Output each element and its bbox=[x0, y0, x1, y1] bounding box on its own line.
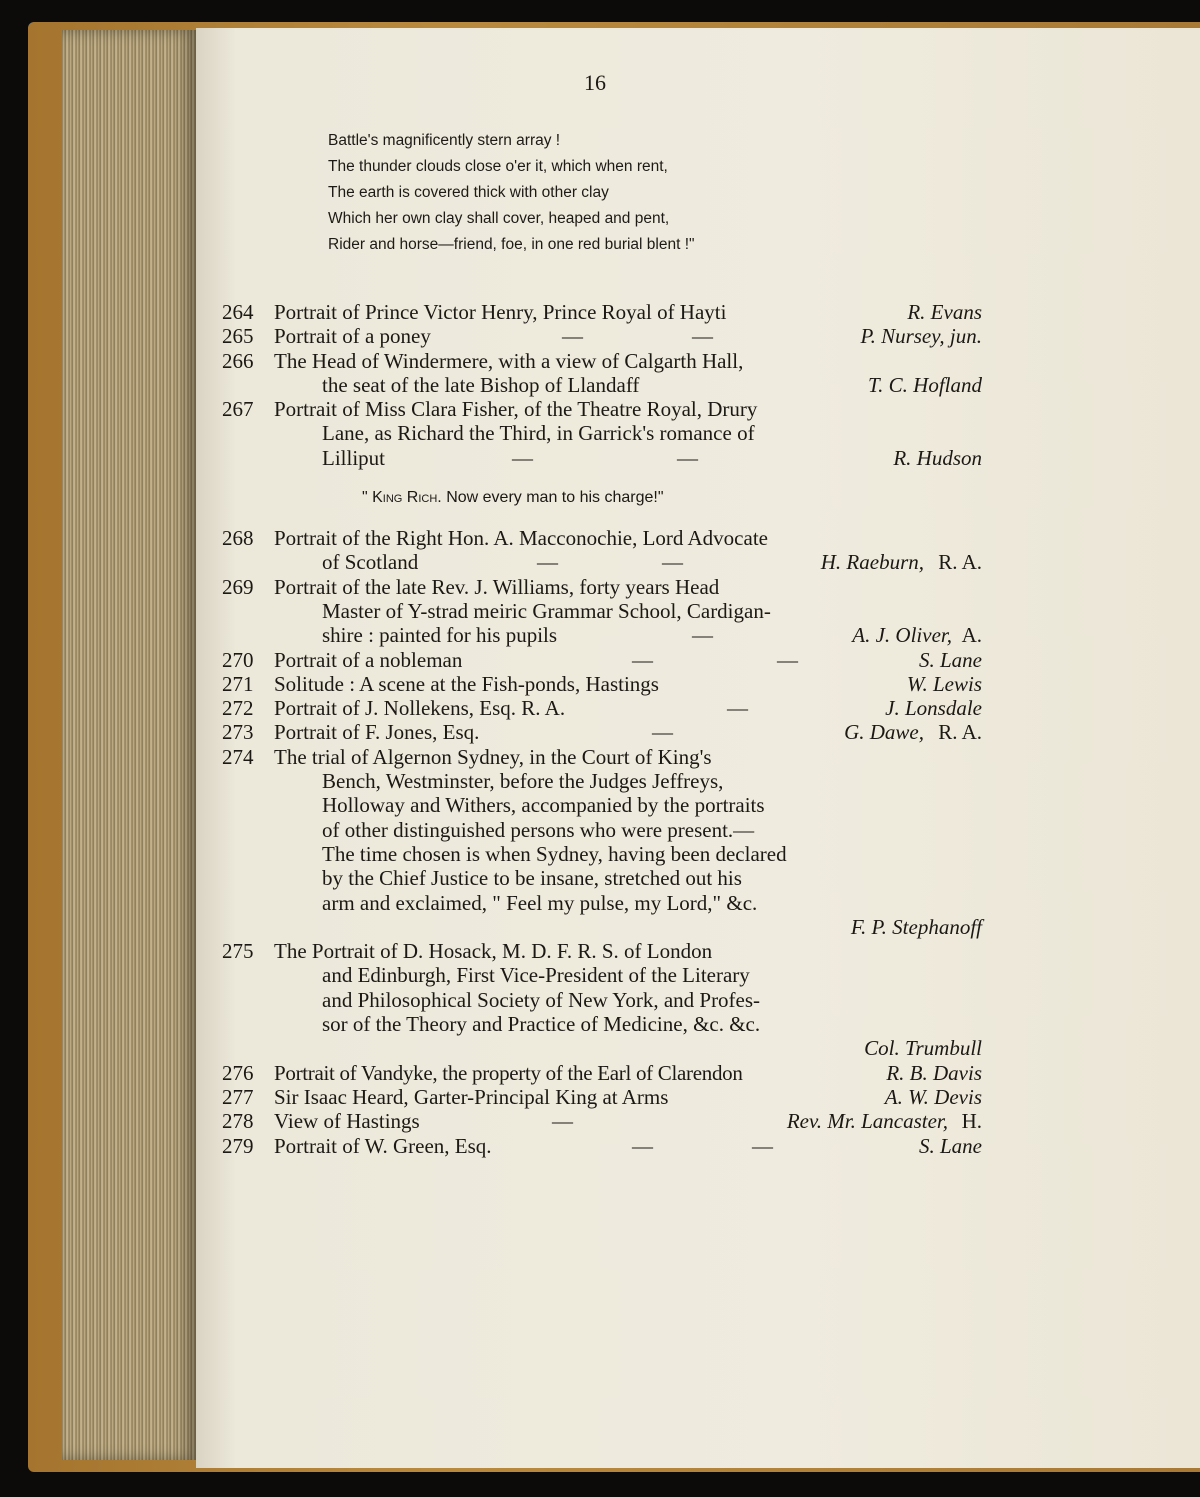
artist-name: Rev. Mr. Lancaster, bbox=[786, 1109, 948, 1134]
entry-title: Portrait of J. Nollekens, Esq. R. A. bbox=[274, 696, 566, 721]
catalogue-entry bbox=[222, 1061, 982, 1085]
em-dash: — bbox=[537, 550, 558, 575]
artist-suffix: A. bbox=[961, 623, 982, 648]
artist-suffix: R. A. bbox=[938, 720, 982, 745]
entry-continuation bbox=[222, 623, 982, 647]
catalogue-entry bbox=[222, 349, 982, 373]
artist-suffix: R. A. bbox=[938, 550, 982, 575]
entry-title: Portrait of the Right Hon. A. Macconochie, Lord Advocate bbox=[274, 526, 768, 551]
entry-title: The Head of Windermere, with a view of Calgarth Hall, bbox=[274, 348, 744, 373]
artist-name: J. Lonsdale bbox=[885, 696, 982, 721]
entry-title: Portrait of W. Green, Esq. bbox=[274, 1133, 492, 1158]
em-dash: — bbox=[777, 647, 798, 672]
entry-number: 264 bbox=[222, 300, 254, 324]
entry-continuation bbox=[222, 988, 982, 1012]
artist-name: W. Lewis bbox=[906, 671, 982, 696]
artist-name: A. W. Devis bbox=[884, 1084, 982, 1109]
em-dash: — bbox=[692, 324, 713, 349]
catalogue-entry bbox=[222, 672, 982, 696]
verse-line: Rider and horse—friend, foe, in one red burial blent !" bbox=[328, 236, 695, 253]
entry-continuation bbox=[222, 963, 982, 987]
entry-number: 275 bbox=[222, 939, 254, 964]
artist-name: R. B. Davis bbox=[886, 1060, 982, 1085]
entry-text: of other distinguished persons who were present.— bbox=[322, 817, 755, 842]
catalogue-entry bbox=[222, 648, 982, 672]
entry-continuation bbox=[222, 915, 982, 939]
catalogue-entry bbox=[222, 526, 982, 550]
catalogue-entry bbox=[222, 745, 982, 769]
entry-title: Portrait of a poney bbox=[274, 324, 431, 349]
entry-continuation bbox=[222, 793, 982, 817]
entry-continuation bbox=[222, 866, 982, 890]
entry-number: 279 bbox=[222, 1133, 254, 1158]
artist-name: A. J. Oliver, bbox=[852, 623, 952, 648]
catalogue-entry bbox=[222, 575, 982, 599]
entry-continuation bbox=[222, 550, 982, 574]
entry-number: 273 bbox=[222, 720, 254, 745]
catalogue-entry bbox=[222, 1085, 982, 1109]
catalogue-entry bbox=[222, 1134, 982, 1158]
em-dash: — bbox=[727, 696, 748, 721]
artist-name: G. Dawe, bbox=[844, 720, 924, 745]
entry-continuation bbox=[222, 769, 982, 793]
em-dash: — bbox=[662, 550, 683, 575]
em-dash: — bbox=[652, 720, 673, 745]
page-stack-edge bbox=[62, 30, 198, 1460]
dramatic-quotation: " King Rich. Now every man to his charge!" bbox=[362, 489, 664, 507]
entry-continuation bbox=[222, 599, 982, 623]
entry-number: 268 bbox=[222, 526, 254, 551]
entry-title: Portrait of F. Jones, Esq. bbox=[274, 720, 480, 745]
entry-number: 269 bbox=[222, 574, 254, 599]
entry-text: of Scotland bbox=[322, 550, 419, 575]
artist-name: H. Raeburn, bbox=[820, 550, 924, 575]
em-dash: — bbox=[632, 647, 653, 672]
artist-name: S. Lane bbox=[919, 1133, 982, 1158]
entry-number: 277 bbox=[222, 1084, 254, 1109]
entry-continuation bbox=[222, 373, 982, 397]
entry-continuation bbox=[222, 446, 982, 470]
catalogue-entries bbox=[222, 286, 982, 1158]
entry-text: Lilliput bbox=[322, 445, 385, 470]
entry-number: 270 bbox=[222, 647, 254, 672]
entry-continuation bbox=[222, 818, 982, 842]
entry-number: 271 bbox=[222, 671, 254, 696]
entry-number: 274 bbox=[222, 744, 254, 769]
em-dash: — bbox=[692, 623, 713, 648]
verse-line: Which her own clay shall cover, heaped and pent, bbox=[328, 210, 670, 227]
entry-continuation bbox=[222, 421, 982, 445]
entry-continuation bbox=[222, 842, 982, 866]
entry-text: the seat of the late Bishop of Llandaff bbox=[322, 372, 640, 397]
catalogue-entry bbox=[222, 1109, 982, 1133]
entry-text: and Edinburgh, First Vice-President of the Literary bbox=[322, 963, 750, 988]
entry-continuation bbox=[222, 891, 982, 915]
entry-text: by the Chief Justice to be insane, stretched out his bbox=[322, 866, 742, 891]
artist-name: R. Hudson bbox=[893, 445, 982, 470]
verse-line: The thunder clouds close o'er it, which when rent, bbox=[328, 158, 668, 175]
entry-text: Bench, Westminster, before the Judges Jeffreys, bbox=[322, 769, 724, 794]
speaker-name: King Rich. bbox=[372, 489, 442, 507]
entry-continuation bbox=[222, 1012, 982, 1036]
em-dash: — bbox=[632, 1133, 653, 1158]
entry-text: and Philosophical Society of New York, and Profes- bbox=[322, 987, 761, 1012]
entry-title: Portrait of Miss Clara Fisher, of the Theatre Royal, Drury bbox=[274, 397, 758, 422]
catalogue-entry bbox=[222, 397, 982, 421]
entry-title: The Portrait of D. Hosack, M. D. F. R. S. of London bbox=[274, 939, 713, 964]
artist-suffix: H. bbox=[961, 1109, 982, 1134]
entry-text: Holloway and Withers, accompanied by the portraits bbox=[322, 793, 765, 818]
artist-name: R. Evans bbox=[907, 300, 982, 324]
entry-title: Portrait of the late Rev. J. Williams, forty years Head bbox=[274, 574, 720, 599]
em-dash: — bbox=[552, 1109, 573, 1134]
verse-quotation bbox=[328, 128, 848, 258]
catalogue-entry bbox=[222, 696, 982, 720]
entry-number: 266 bbox=[222, 348, 254, 373]
entry-title: Portrait of a nobleman bbox=[274, 647, 463, 672]
entry-text: arm and exclaimed, " Feel my pulse, my Lord," &c. bbox=[322, 890, 758, 915]
entry-number: 265 bbox=[222, 324, 254, 349]
entry-title: Solitude : A scene at the Fish-ponds, Hastings bbox=[274, 671, 659, 696]
artist-name: F. P. Stephanoff bbox=[850, 914, 982, 939]
em-dash: — bbox=[512, 445, 533, 470]
entry-title: View of Hastings bbox=[274, 1109, 420, 1134]
artist-name: Col. Trumbull bbox=[864, 1036, 982, 1061]
entry-number: 272 bbox=[222, 696, 254, 721]
entry-number: 267 bbox=[222, 397, 254, 422]
entry-text: Master of Y-strad meiric Grammar School, Cardigan- bbox=[322, 598, 771, 623]
entry-title: The trial of Algernon Sydney, in the Court of King's bbox=[274, 744, 712, 769]
em-dash: — bbox=[562, 324, 583, 349]
entry-text: shire : painted for his pupils bbox=[322, 623, 558, 648]
catalogue-entry bbox=[222, 300, 982, 324]
entry-title: Portrait of Prince Victor Henry, Prince Royal of Hayti bbox=[274, 300, 727, 324]
entry-text: sor of the Theory and Practice of Medicine, &c. &c. bbox=[322, 1012, 761, 1037]
catalogue-entry bbox=[222, 720, 982, 744]
em-dash: — bbox=[752, 1133, 773, 1158]
entry-text: Lane, as Richard the Third, in Garrick's romance of bbox=[322, 421, 755, 446]
entry-number: 278 bbox=[222, 1109, 254, 1134]
catalogue-entry bbox=[222, 939, 982, 963]
entry-continuation bbox=[222, 1036, 982, 1060]
entry-number: 276 bbox=[222, 1060, 254, 1085]
em-dash: — bbox=[677, 445, 698, 470]
artist-name: T. C. Hofland bbox=[868, 372, 982, 397]
artist-name: S. Lane bbox=[919, 647, 982, 672]
verse-line: Battle's magnificently stern array ! bbox=[328, 132, 561, 149]
artist-name: P. Nursey, jun. bbox=[860, 324, 982, 349]
entry-text: The time chosen is when Sydney, having been declared bbox=[322, 841, 787, 866]
verse-line: The earth is covered thick with other clay bbox=[328, 184, 609, 201]
catalogue-entry bbox=[222, 324, 982, 348]
entry-title: Sir Isaac Heard, Garter-Principal King at Arms bbox=[274, 1084, 669, 1109]
page-number: 16 bbox=[584, 70, 606, 95]
entry-title: Portrait of Vandyke, the property of the Earl of Clarendon bbox=[274, 1060, 743, 1085]
